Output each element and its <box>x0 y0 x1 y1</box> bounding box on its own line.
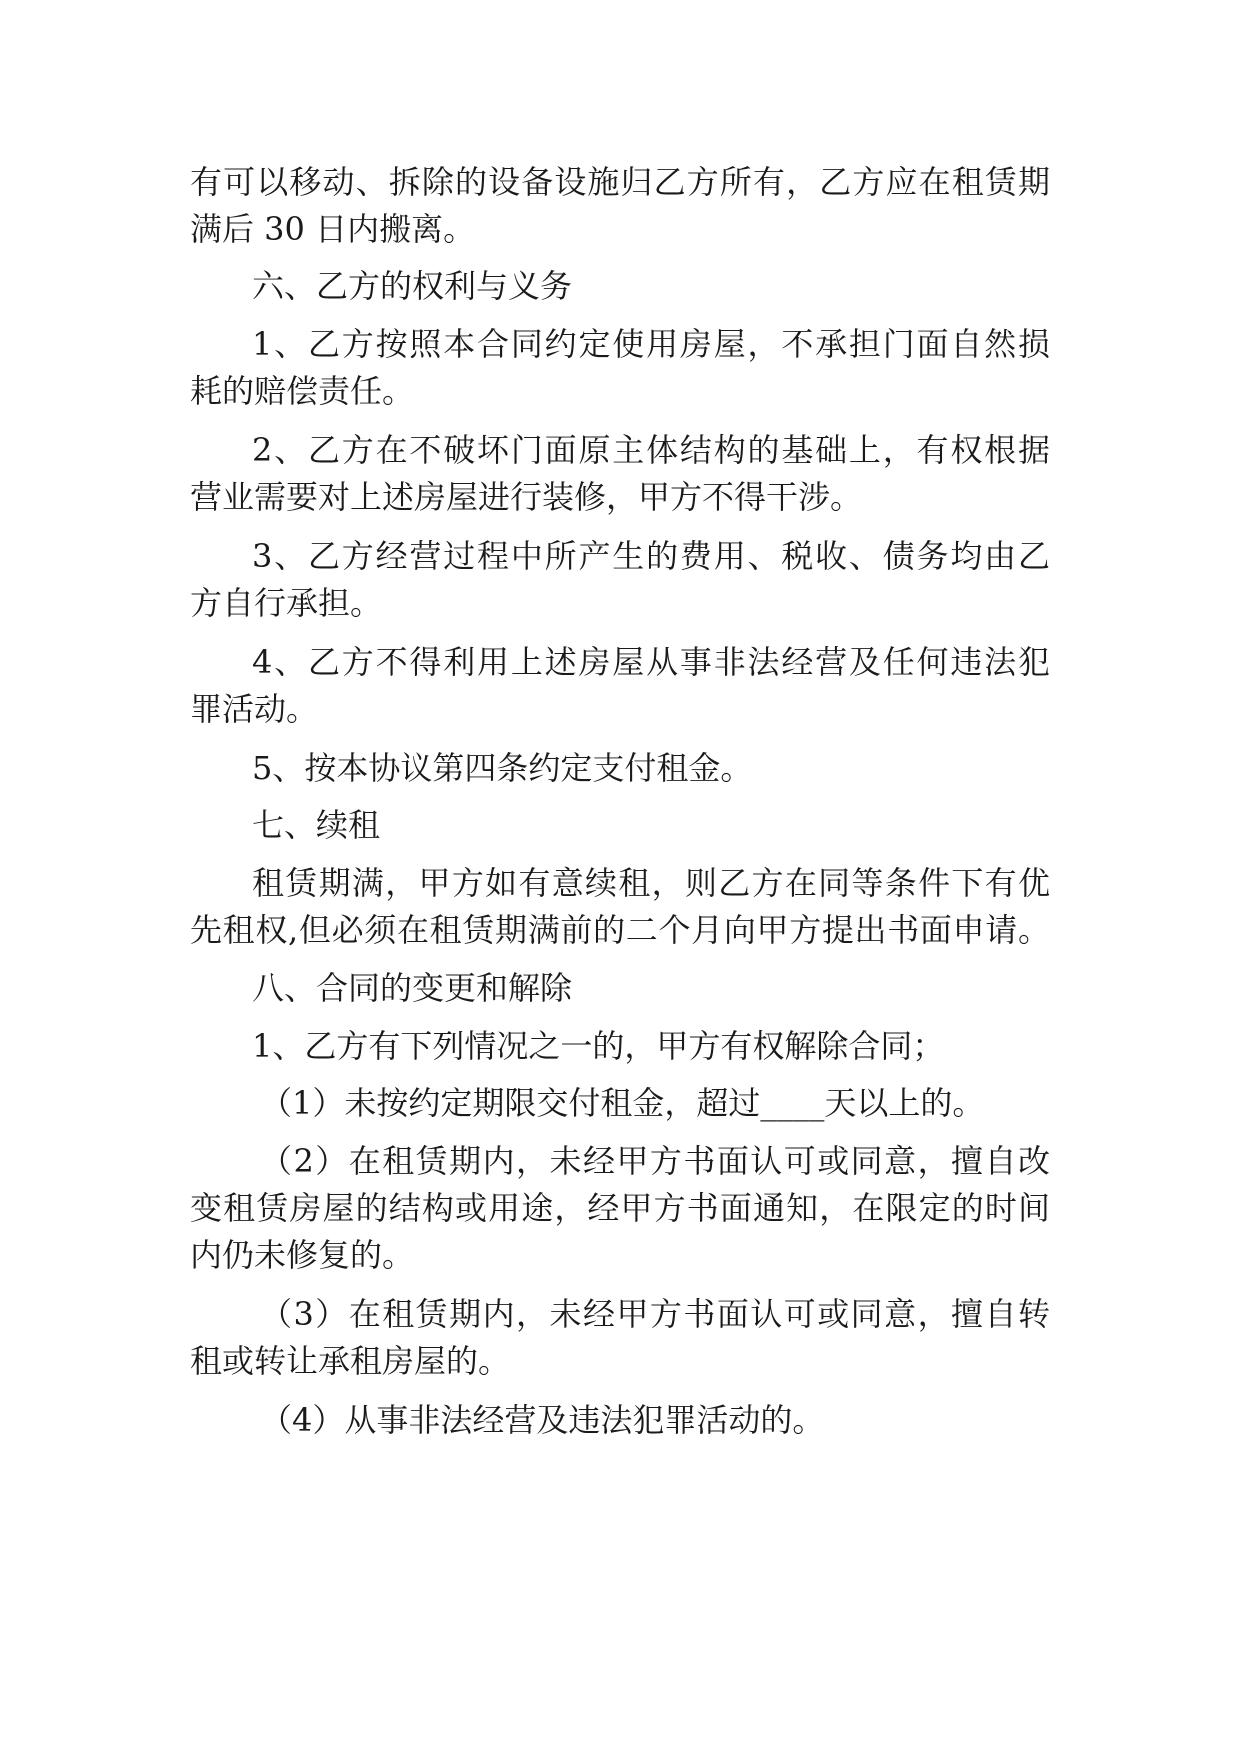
paragraph-line: 方自行承担。 <box>190 584 383 622</box>
paragraph-line: 罪活动。 <box>190 690 319 728</box>
paragraph-line: （2）在租赁期内，未经甲方书面认可或同意，擅自改 <box>260 1142 1050 1180</box>
paragraph-line: 租或转让承租房屋的。 <box>190 1342 511 1380</box>
paragraph-line: 变租赁房屋的结构或用途，经甲方书面通知，在限定的时间 <box>190 1189 1050 1227</box>
paragraph-line: 2、乙方在不破坏门面原主体结构的基础上，有权根据 <box>252 431 1050 469</box>
paragraph-line: 1、乙方有下列情况之一的，甲方有权解除合同； <box>252 1027 945 1065</box>
paragraph-line: 先租权,但必须在租赁期满前的二个月向甲方提出书面申请。 <box>190 911 1050 949</box>
paragraph-line: 营业需要对上述房屋进行装修，甲方不得干涉。 <box>190 478 863 516</box>
paragraph-line: 5、按本协议第四条约定支付租金。 <box>252 749 753 787</box>
section-heading: 八、合同的变更和解除 <box>252 969 573 1007</box>
paragraph-line: 有可以移动、拆除的设备设施归乙方所有，乙方应在租赁期 <box>190 163 1050 201</box>
paragraph-line: 满后 30 日内搬离。 <box>190 210 476 248</box>
section-heading: 六、乙方的权利与义务 <box>252 267 573 305</box>
paragraph-line: 3、乙方经营过程中所产生的费用、税收、债务均由乙 <box>252 537 1050 575</box>
paragraph-line: 耗的赔偿责任。 <box>190 372 415 410</box>
paragraph-line: 1、乙方按照本合同约定使用房屋，不承担门面自然损 <box>252 325 1050 363</box>
paragraph-line: 4、乙方不得利用上述房屋从事非法经营及任何违法犯 <box>252 643 1050 681</box>
section-heading: 七、续租 <box>252 806 381 844</box>
paragraph-line: （1）未按约定期限交付租金，超过____天以上的。 <box>260 1084 985 1122</box>
paragraph-line: 内仍未修复的。 <box>190 1236 415 1274</box>
paragraph-line: （3）在租赁期内，未经甲方书面认可或同意，擅自转 <box>260 1295 1050 1333</box>
paragraph-line: （4）从事非法经营及违法犯罪活动的。 <box>260 1401 825 1439</box>
paragraph-line: 租赁期满，甲方如有意续租，则乙方在同等条件下有优 <box>252 864 1050 902</box>
